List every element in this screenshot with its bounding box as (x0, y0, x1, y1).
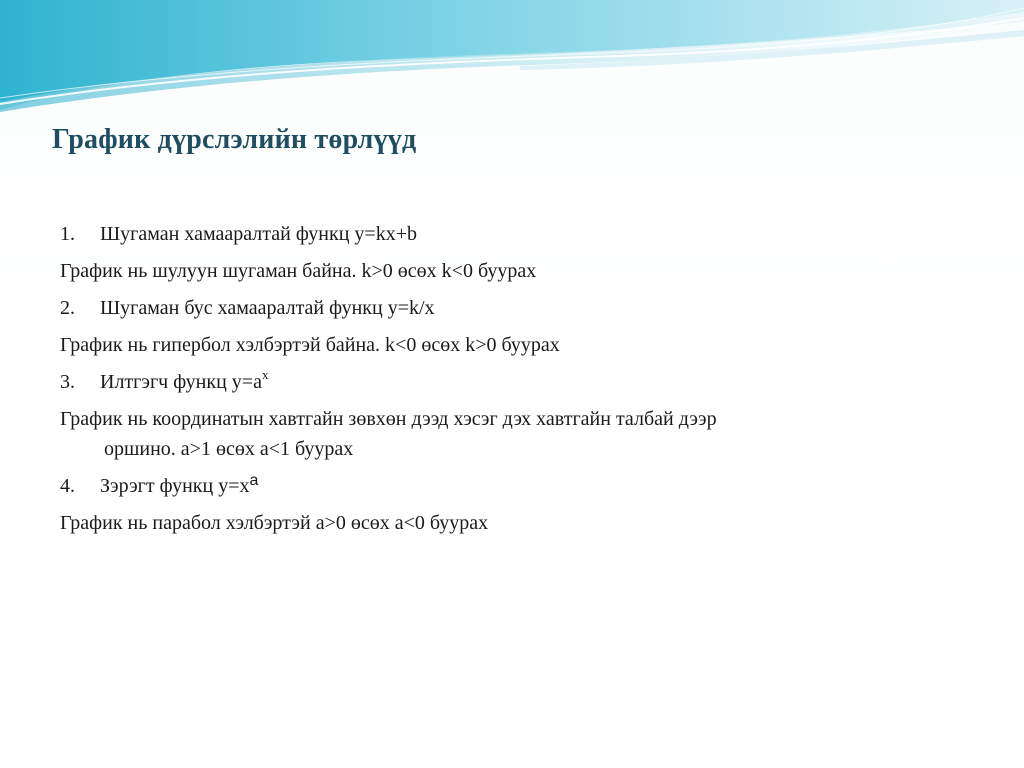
list-item-text: Зэрэгт функц y=x (100, 475, 250, 497)
list-item-3 (60, 367, 960, 394)
description-line-1: График нь шулуун шугаман байна. k>0 өсөх k<0 буурах (60, 260, 537, 282)
list-item-1 (60, 222, 960, 246)
list-number: 3. (60, 371, 75, 393)
list-item-4 (60, 474, 960, 498)
slide-title: График дүрслэлийн төрлүүд (52, 124, 417, 155)
list-item-text: Шугаман хамааралтай функц y=kx+b (100, 223, 417, 245)
list-item-text: Шугаман бус хамааралтай функц y=k/x (100, 297, 435, 319)
list-item-2 (60, 296, 960, 320)
description-line-3: График нь координатын хавтгайн зөвхөн дээд хэсэг дэх хавтгайн талбай дээр (60, 408, 717, 430)
description-line-3-continuation: оршино. a>1 өсөх a<1 буурах (104, 438, 354, 460)
description-line-2: График нь гипербол хэлбэртэй байна. k<0 өсөх k>0 буурах (60, 334, 560, 356)
list-item-text: Илтгэгч функц y=a (100, 371, 262, 393)
slide-content (60, 222, 960, 548)
list-number: 1. (60, 223, 75, 245)
list-number: 2. (60, 297, 75, 319)
exponent-superscript: x (261, 367, 269, 382)
list-number: 4. (60, 475, 75, 497)
exponent-superscript: a (249, 472, 259, 489)
decorative-wave-header (0, 0, 1024, 120)
description-line-4: График нь парабол хэлбэртэй a>0 өсөх a<0 буурах (60, 512, 489, 534)
